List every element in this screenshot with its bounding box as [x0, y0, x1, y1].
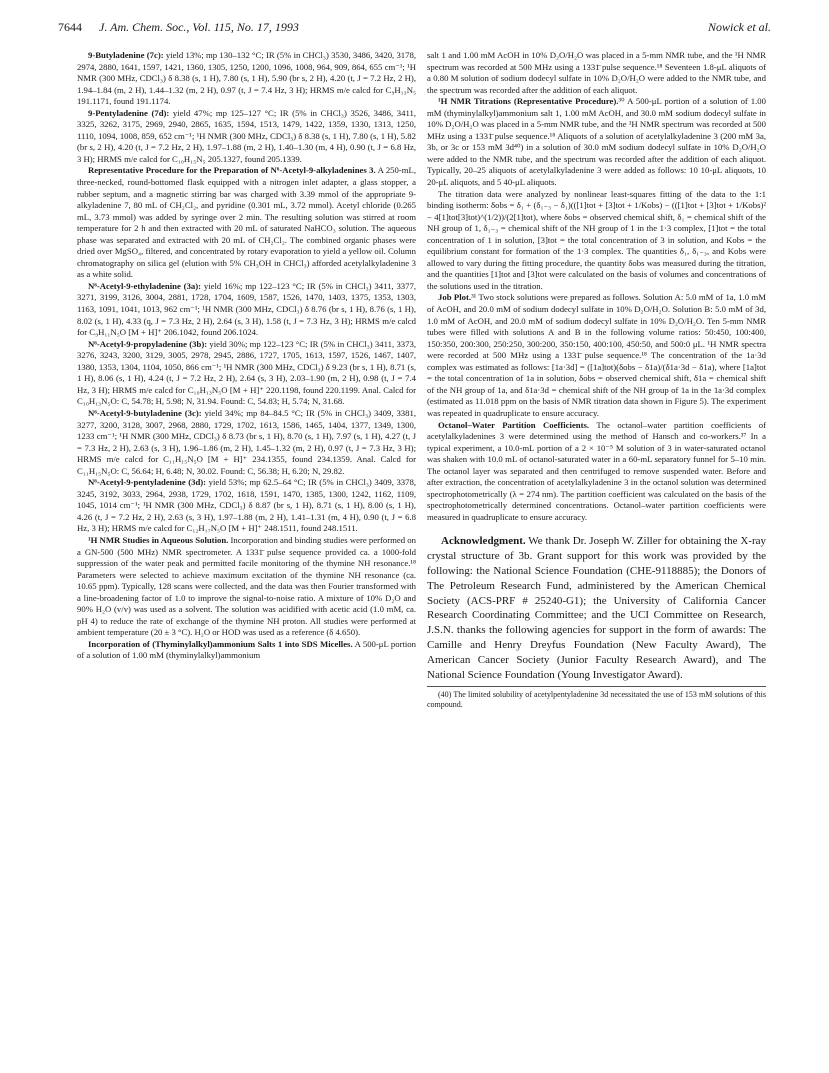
paragraph-text: yield 47%; mp 125–127 °C; IR (5% in CHCl₃) 3526, 3486, 3411, 3325, 3262, 3175, 2969, 2940, 2865, 1635, 1594, 1513, 1479, 1422, 1359, 1330, 1313, 1250, 1110, 1094, 1008, 859, 652 cm⁻¹; ¹H NMR (300 MHz, CDCl₃) δ 8.38 (s, 1 H), 7.80 (s, 1 H), 5.82 (br s, 2 H), 4.20 (t, J = 7.2 Hz, 2 H), 1.97–1.88 (m, 2 H), 1.40–1.30 (m, 4 H), 0.90 (t, J = 6.8 Hz, 3 H); HRMS m/e calcd for C₁₀H₁₅N₅ 205.1327, found 205.1339.: [77, 107, 416, 164]
running-head-authors: Nowick et al.: [708, 20, 771, 34]
section-heading: ¹H NMR Titrations (Representative Procedure).: [438, 96, 619, 107]
paragraph-text: yield 34%; mp 84–84.5 °C; IR (5% in CHCl₃) 3409, 3381, 3277, 3200, 3128, 3007, 2968, 2880, 1729, 1702, 1613, 1586, 1465, 1404, 1377, 1349, 1300, 1233 cm⁻¹; ¹H NMR (300 MHz, CDCl₃) δ 8.73 (br s, 1 H), 8.70 (s, 1 H), 7.97 (s, 1 H), 4.27 (t, J = 7.3 Hz, 2 H), 2.63 (s, 3 H), 1.96–1.86 (m, 2 H), 1.45–1.32 (m, 2 H), 0.97 (t, J = 7.3 Hz, 3 H); HRMS m/e calcd for C₁₁H₁₅N₅O [M + H]⁺ 234.1355, found 234.1359. Anal. Calcd for C₁₁H₁₅N₅O: C, 56.64; H, 6.48; N, 30.02. Found: C, 56.38; H, 6.20; N, 29.82.: [77, 407, 416, 476]
paragraph-7c: [77, 50, 416, 108]
section-heading: ¹H NMR Studies in Aqueous Solution.: [88, 534, 229, 545]
section-heading: Octanol–Water Partition Coefficients.: [438, 419, 590, 430]
header-left: [58, 20, 299, 35]
section-heading: Job Plot.: [438, 292, 472, 303]
paragraph-text: yield 53%; mp 62.5–64 °C; IR (5% in CHCl₃) 3409, 3378, 3245, 3192, 3033, 2964, 2938, 1729, 1702, 1618, 1591, 1470, 1385, 1300, 1242, 1162, 1109, 1045, 1014 cm⁻¹; ¹H NMR (300 MHz, CDCl₃) δ 8.87 (br s, 1 H), 8.71 (s, 1 H), 8.00 (s, 1 H), 4.26 (t, J = 7.2 Hz, 2 H), 2.63 (s, 3 H), 1.97–1.88 (m, 2 H), 1.41–1.31 (m, 4 H), 0.90 (t, J = 6.8 Hz, 3 H); HRMS m/e calcd for C₁₂H₁₇N₅O [M + H]⁺ 248.1511, found 248.1511.: [77, 477, 417, 534]
section-heading: Representative Procedure for the Preparation of N⁶-Acetyl-9-alkyladenines 3.: [88, 165, 376, 176]
paragraph-3b: [77, 339, 416, 408]
compound-heading: 9-Pentyladenine (7d):: [88, 107, 170, 118]
compound-heading: 9-Butyladenine (7c):: [88, 50, 164, 60]
paragraph-text: salt 1 and 1.00 mM AcOH in 10% D₂O/H₂O was placed in a 5-mm NMR tube, and the ¹H NMR spectrum was recorded at 500 MHz using a 1331̄ pulse sequence.¹⁸ Seventeen 1.8-μL aliquots of a 0.80 M solution of sodium dodecyl sulfate in 10% D₂O/H₂O were added to the NMR tube, and the spectrum was recorded after the addition of each aliquot.: [427, 50, 766, 95]
acknowledgment: [427, 534, 766, 682]
acknowledgment-heading: Acknowledgment.: [441, 535, 526, 548]
paragraph-incorporation: [77, 639, 416, 662]
paragraph-text: The octanol–water partition coefficients of acetylalkyladenines 3 were determined using the method of Hansch and co-workers.³⁷ In a typical experiment, a 10.0-mL portion of a 2 × 10⁻⁵ M solution of 3 in water-saturated octanol was shaken with 10.0 mL of octanol-saturated water in a 60-mL separatory funnel for 5–10 min. The octanol layer was separated and then centrifuged to remove suspended water. Before and after extraction, the concentration of acetylalkyladenine 3 in the octanol solution was determined spectrophotometrically (λ = 274 nm). The partition coefficient was calculated on the basis of the spectrophotometrically determined concentrations. Octanol–water partition coefficients were measured in quadruplicate to ensure accuracy.: [427, 419, 767, 522]
paragraph-3a: [77, 281, 416, 339]
compound-heading: N⁶-Acetyl-9-pentyladenine (3d):: [88, 477, 207, 488]
paragraph-binding-isotherm: [427, 189, 766, 293]
paragraph-text: yield 30%; mp 122–123 °C; IR (5% in CHCl₃) 3411, 3373, 3276, 3243, 3200, 3129, 3005, 2978, 2945, 2886, 1727, 1705, 1613, 1597, 1526, 1467, 1407, 1380, 1353, 1304, 1104, 1050, 866 cm⁻¹; ¹H NMR (300 MHz, CDCl₃) δ 9.23 (br s, 1 H), 8.71 (s, 1 H), 8.06 (s, 1 H), 4.24 (t, J = 7.2 Hz, 2 H), 2.64 (s, 3 H), 2.03–1.90 (m, 2 H), 0.98 (t, J = 7.4 Hz, 3 H); HRMS m/e calcd for C₁₀H₁₃N₅O [M + H]⁺ 220.1198, found 220.1199. Anal. Calcd for C₁₀H₁₃N₅O: C, 54.78; H, 5.98; N, 31.94. Found: C, 54.83; H, 5.74; N, 31.68.: [77, 338, 416, 407]
paragraph-3d: [77, 477, 416, 535]
section-heading: Incorporation of (Thyminylalkyl)ammonium Salts 1 into SDS Micelles.: [88, 638, 353, 649]
paragraph-3c: [77, 408, 416, 477]
journal-citation: J. Am. Chem. Soc., Vol. 115, No. 17, 1993: [99, 20, 299, 34]
footnote: (40) The limited solubility of acetylpentyladenine 3d necessitated the use of 153 mM solutions of this compound.: [427, 690, 766, 710]
left-column: [77, 50, 416, 662]
paragraph-text: ³⁰ A 500-μL portion of a solution of 1.00 mM (thyminylalkyl)ammonium salt 1, 1.00 mM AcOH, and 30.0 mM sodium dodecyl sulfate in 10% D₂O/H₂O was placed in a 5-mm NMR tube, and the ¹H NMR spectrum was recorded at 500 MHz using a 1331̄ pulse sequence.¹⁸ Aliquots of a solution of acetylalkyladenine 3 (200 mM 3a, 3b, or 3c or 153 mM 3d⁴⁰) in a solution of 30.0 mM sodium dodecyl sulfate in 10% D₂O/H₂O were added to the NMR tube, and the spectrum was recorded after the addition of each aliquot. Typically, 20–25 aliquots of acetylalkyladenine 3 were added as follows: 10 10-μL aliquots, 10 20-μL aliquots, and 5 40-μL aliquots.: [427, 96, 766, 188]
paragraph-continuation: [427, 50, 766, 96]
paragraph-text: A 500-μL portion of a solution of 1.00 mM (thyminylalkyl)ammonium: [77, 638, 416, 661]
right-column: [427, 50, 766, 710]
page-header: [58, 20, 771, 38]
compound-heading: N⁶-Acetyl-9-propyladenine (3b):: [88, 338, 208, 349]
paragraph-7d: [77, 108, 416, 166]
paragraph-text: yield 13%; mp 130–132 °C; IR (5% in CHCl₃) 3530, 3486, 3420, 3178, 2974, 2880, 1641, 1597, 1421, 1360, 1305, 1250, 1200, 1096, 1008, 964, 909, 864, 655 cm⁻¹; ¹H NMR (300 MHz, CDCl₃) δ 8.38 (s, 1 H), 7.80 (s, 1 H), 5.90 (br s, 2 H), 4.20 (t, J = 7.2 Hz, 2 H), 1.94–1.84 (m, 2 H), 1.44–1.32 (m, 2 H), 0.97 (t, J = 7.4 Hz, 3 H); HRMS m/e calcd for C₉H₁₃N₅ 191.1171, found 191.1174.: [77, 50, 417, 107]
paragraph-partition: [427, 420, 766, 524]
paragraph-text: A 250-mL, three-necked, round-bottomed flask equipped with a nitrogen inlet adapter, a glass stopper, a rubber septum, and a magnetic stirring bar was charged with 3.39 mmol of the appropriate 9-alkyladenine 7, 80 mL of CH₂Cl₂, and pyridine (0.301 mL, 3.72 mmol). Acetyl chloride (0.265 mL, 3.73 mmol) was added by syringe over 2 min. The resulting solution was stirred at room temperature for 2 h and then extracted with 20 mL of saturated NaHCO₃ solution. The aqueous phase was separated and extracted with 20 mL of CH₂Cl₂. The combined organic phases were dried over MgSO₄, filtered, and concentrated by rotary evaporation to yield a yellow oil. Column chromatography on silica gel (elution with 5% CH₃OH in CHCl₃) afforded acetylalkyladenine 3 as a white solid.: [77, 165, 416, 280]
paragraph-text: Incorporation and binding studies were performed on a GN-500 (500 MHz) NMR spectrometer. A 1331̄ pulse sequence provided ca. a 1000-fold suppression of the water peak and permitted facile monitoring of the thymine NH resonance.¹⁸ Parameters were selected to achieve maximum excitation of the thymine NH resonance (ca. 10.65 ppm). Typically, 128 scans were collected, and the data was then Fourier transformed with a line-broadening factor of 1.0 to improve the signal-to-noise ratio. A mixture of 10% D₂O and 90% H₂O (v/v) was used as a solvent. The solution was acidified with acetic acid (1.0 mM, ca. pH 4) to reduce the rate of exchange of the thymine NH proton. All studies were performed at ambient temperature (20 ± 3 °C). H₂O or HOD was used as a reference (δ 4.650).: [77, 534, 416, 638]
page-number: 7644: [58, 20, 82, 34]
paragraph-titrations: [427, 96, 766, 188]
acknowledgment-text: We thank Dr. Joseph W. Ziller for obtaining the X-ray crystal structure of 3b. Grant support for this work was provided by the following: the National Science Foundation (CHE-9118885); the Donors of The Petroleum Research Fund, administered by the American Chemical Society (ACS-PRF # 25240-G1); the University of California Cancer Research Coordinating Committee; and the UCI Committee on Research, J.S.N. thanks the following agencies for support in the form of awards: The Camille and Henry Dreyfus Foundation (New Faculty Award), The American Cancer Society (Junior Faculty Research Award), and The National Science Foundation (Young Investigator Award).: [427, 535, 766, 681]
paragraph-text: yield 16%; mp 122–123 °C; IR (5% in CHCl₃) 3411, 3377, 3271, 3199, 3126, 3004, 2881, 1728, 1704, 1609, 1587, 1526, 1470, 1403, 1375, 1353, 1303, 1163, 1091, 1041, 1013, 962 cm⁻¹; ¹H NMR (300 MHz, CDCl₃) δ 8.76 (br s, 1 H), 8.76 (s, 1 H), 8.02 (s, 1 H), 4.33 (q, J = 7.3 Hz, 2 H), 2.64 (s, 3 H), 1.58 (t, J = 7.3 Hz, 3 H); HRMS m/e calcd for C₉H₁₁N₅O [M + H]⁺ 206.1042, found 206.1024.: [77, 280, 416, 338]
compound-heading: N⁶-Acetyl-9-ethyladenine (3a):: [88, 280, 202, 291]
compound-heading: N⁶-Acetyl-9-butyladenine (3c):: [88, 407, 202, 418]
paragraph-text: ³¹ Two stock solutions were prepared as follows. Solution A: 5.0 mM of 1a, 1.0 mM of AcOH, and 20.0 mM of sodium dodecyl sulfate in 10% D₂O/H₂O. Solution B: 5.0 mM of 3d, 1.0 mM of AcOH, and 20.0 mM of sodium dodecyl sulfate in 10% D₂O/H₂O. Ten 5-mm NMR tubes were filled with solutions A and B in the following volume ratios: 50:450, 100:400, 150:350, 200:300, 250:250, 300:200, 350:150, 400:100, 450:50, and 500:0 μL. ¹H NMR spectra were recorded at 500 MHz using a 1331̄ pulse sequence.¹⁸ The concentration of the 1a·3d complex was estimated as follows: [1a·3d] = ([1a]tot)(δobs − δ1a)/(δ1a·3d − δ1a), where [1a]tot = the total concentration of 1a in solution, δobs = observed chemical shift, δ1a = chemical shift of the NH group of 1a, and δ1a·3d = chemical shift of the NH group of 1a in the 1a·3d complex (estimated as 11.018 ppm on the basis of NMR titration data shown in Figure 5). The experiment was repeated in quadruplicate to ensure accuracy.: [427, 292, 766, 418]
footnote-divider: [427, 686, 766, 687]
paragraph-job-plot: [427, 292, 766, 419]
paragraph-text: The titration data were analyzed by nonlinear least-squares fitting of the data to the 1:1 binding isotherm: δobs = δ₁ + (δ₁₋₃ − δ₁)(([1]tot + [3]tot + 1/Kobs) − (([1]tot + [3]tot + 1/Kobs)² − 4[1]tot[3]tot)^(1/2))/(2[1]tot), where δobs = observed chemical shift, δ₁ = chemical shift of the NH group of 1, δ₁₋₃ = chemical shift of the NH group of 1 in the 1·3 complex, [1]tot = the total concentration of 1 in solution, [3]tot = the total concentration of 3 in solution, and Kobs = the equilibrium constant for formation of the 1·3 complex. The quantities δ₁, δ₁₋₃, and Kobs were allowed to vary during the fitting procedure, the quantity δobs was measured during the titration, and the quantities [1]tot and [3]tot were calculated on the basis of volumes and concentrations of the solutions used in the titration.: [427, 188, 766, 291]
paragraph-procedure: [77, 165, 416, 280]
paragraph-nmr-studies: [77, 535, 416, 639]
